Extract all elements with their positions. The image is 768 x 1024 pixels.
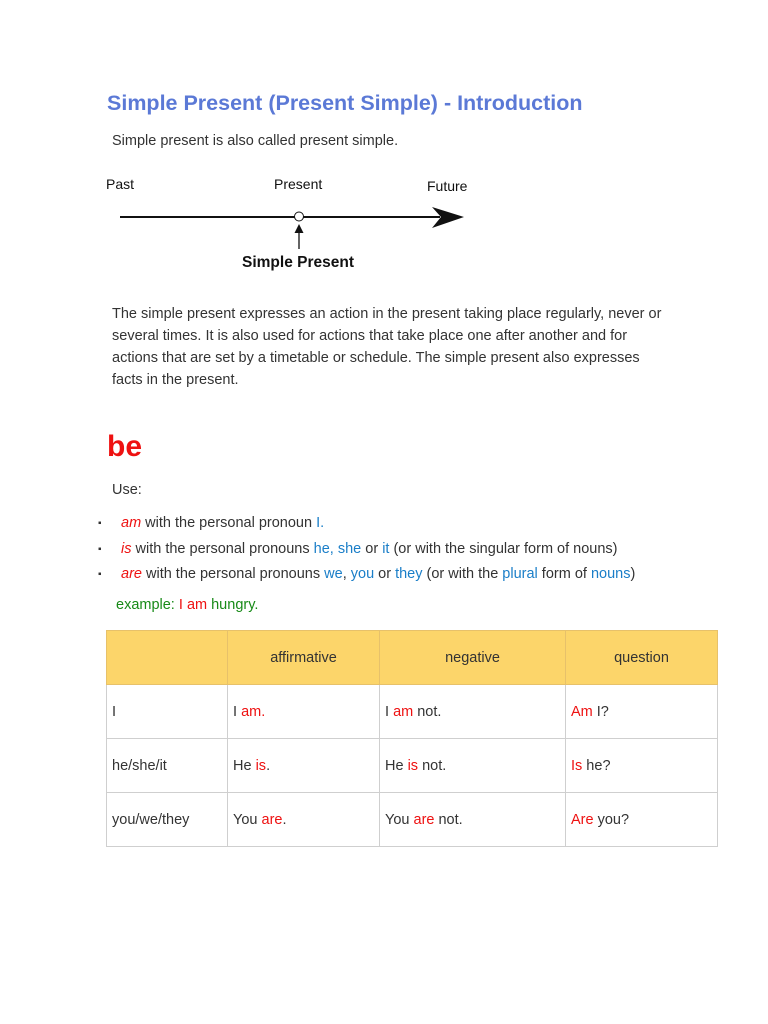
table-row bbox=[107, 739, 718, 793]
list-text: or bbox=[374, 566, 396, 582]
example-subject: I bbox=[178, 597, 187, 613]
pronoun: I. bbox=[316, 515, 325, 531]
question-cell bbox=[566, 793, 718, 847]
list-item bbox=[98, 513, 635, 539]
verb-form: am bbox=[393, 703, 414, 720]
list-text: ) bbox=[630, 566, 636, 582]
list-text: , bbox=[342, 566, 351, 582]
verb-form: am. bbox=[241, 703, 266, 720]
cell-text: He bbox=[385, 757, 408, 774]
cell-text: not. bbox=[413, 703, 442, 720]
pronoun-cell: he/she/it bbox=[107, 739, 228, 793]
list-text: with the personal pronoun bbox=[141, 515, 317, 531]
example-rest: hungry. bbox=[207, 597, 259, 613]
marker-arrow-head bbox=[295, 224, 304, 233]
verb-form: is bbox=[407, 757, 419, 774]
timeline-marker-label: Simple Present bbox=[242, 254, 354, 271]
table-header-row bbox=[107, 631, 718, 685]
cell-text: . bbox=[282, 811, 287, 828]
verb-form: Is bbox=[571, 757, 583, 774]
list-text: form of bbox=[537, 566, 591, 582]
timeline-past-label: Past bbox=[106, 176, 135, 192]
question-cell bbox=[566, 739, 718, 793]
intro-text: Simple present is also called present simple. bbox=[112, 133, 399, 149]
timeline-future-label: Future bbox=[427, 178, 468, 194]
cell-text: I? bbox=[592, 703, 609, 720]
verb-form: Are bbox=[571, 811, 594, 828]
conjugation-table bbox=[106, 630, 718, 847]
keyword: nouns bbox=[590, 566, 631, 582]
list-item bbox=[98, 539, 635, 565]
cell-text: I bbox=[385, 703, 394, 720]
affirmative-cell bbox=[228, 793, 380, 847]
table-header-cell: affirmative bbox=[228, 631, 380, 685]
timeline-present-label: Present bbox=[274, 176, 323, 192]
affirmative-cell bbox=[228, 739, 380, 793]
verb-form: Am bbox=[571, 703, 593, 720]
cell-text: you? bbox=[593, 811, 630, 828]
negative-cell bbox=[380, 685, 566, 739]
verb-form: is bbox=[255, 757, 267, 774]
negative-cell bbox=[380, 793, 566, 847]
cell-text: not. bbox=[434, 811, 463, 828]
pronoun-cell: I bbox=[107, 685, 228, 739]
example-verb: am bbox=[186, 597, 208, 613]
description-paragraph: The simple present expresses an action in the present taking place regularly, never or several times. It is also used for actions that take place one after another and for actions that are set by a timetable or schedule. The simple present also expresses facts in the present. bbox=[112, 306, 662, 388]
list-text: (or with the singular form of nouns) bbox=[389, 540, 618, 557]
list-text: with the personal pronouns bbox=[131, 540, 314, 557]
example-label: example: bbox=[116, 597, 179, 613]
pronoun: we bbox=[324, 566, 343, 582]
pronoun: it bbox=[382, 540, 390, 557]
table-header-cell bbox=[107, 631, 228, 685]
verb-form: are bbox=[413, 811, 435, 828]
pronoun: they bbox=[395, 566, 423, 582]
cell-text: I bbox=[233, 703, 242, 720]
section-heading-be: be bbox=[107, 430, 143, 463]
cell-text: not. bbox=[418, 757, 447, 774]
cell-text: he? bbox=[582, 757, 611, 774]
verb-form: are bbox=[261, 811, 283, 828]
bullet-icon: ▪ bbox=[98, 569, 102, 580]
present-point bbox=[295, 212, 304, 221]
table-header-cell: negative bbox=[380, 631, 566, 685]
question-cell bbox=[566, 685, 718, 739]
list-item bbox=[98, 564, 635, 590]
timeline-diagram bbox=[0, 0, 768, 290]
cell-text: You bbox=[233, 811, 262, 828]
list-text: or bbox=[361, 540, 383, 557]
bullet-icon: ▪ bbox=[98, 518, 102, 529]
cell-text: . bbox=[266, 757, 271, 774]
cell-text: He bbox=[233, 757, 256, 774]
cell-text: You bbox=[385, 811, 414, 828]
list-text: (or with the bbox=[422, 566, 503, 582]
affirmative-cell bbox=[228, 685, 380, 739]
verb-form: are bbox=[121, 566, 142, 582]
example-sentence bbox=[116, 597, 258, 613]
usage-list bbox=[98, 513, 635, 590]
keyword: plural bbox=[502, 566, 538, 582]
use-label: Use: bbox=[112, 482, 142, 498]
negative-cell bbox=[380, 739, 566, 793]
bullet-icon: ▪ bbox=[98, 543, 102, 555]
page-title: Simple Present (Present Simple) - Introduction bbox=[107, 91, 583, 115]
verb-form: is bbox=[121, 540, 132, 557]
table-header-cell: question bbox=[566, 631, 718, 685]
verb-form: am bbox=[121, 515, 142, 531]
table-row bbox=[107, 793, 718, 847]
list-text: with the personal pronouns bbox=[141, 566, 325, 582]
pronoun: you bbox=[350, 566, 375, 582]
table-row bbox=[107, 685, 718, 739]
pronoun-cell: you/we/they bbox=[107, 793, 228, 847]
pronoun: he, she bbox=[313, 540, 362, 557]
